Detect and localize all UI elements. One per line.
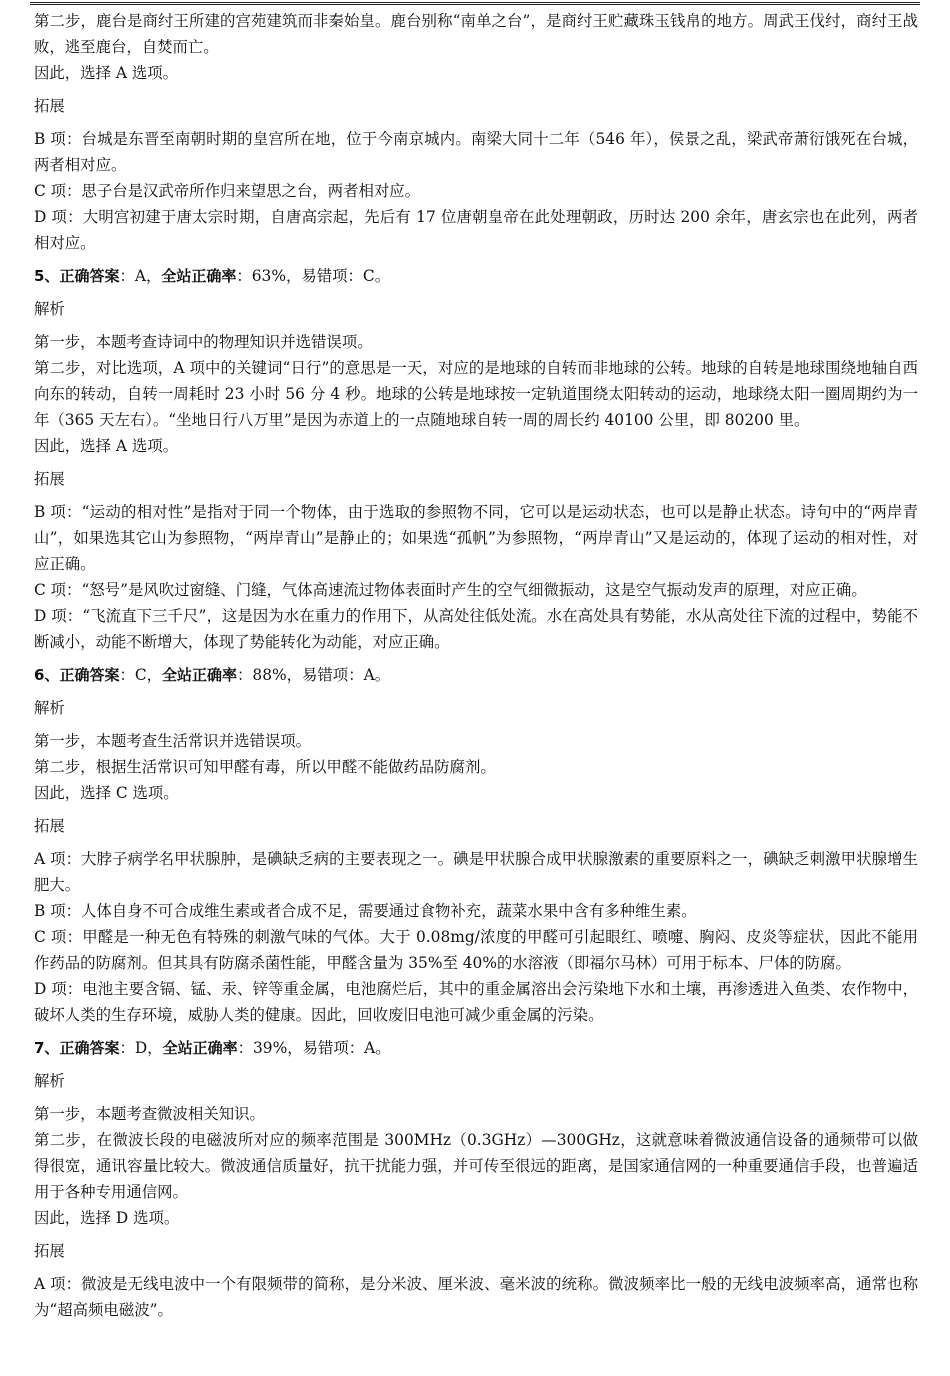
prev-step2: 第二步，鹿台是商纣王所建的宫苑建筑而非秦始皇。鹿台别称“南单之台”，是商纣王贮藏珠玉钱帛的地方。周武王伐纣，商纣王战败，逃至鹿台，自焚而亡。 xyxy=(34,12,918,56)
q6-expand-label: 拓展 xyxy=(34,817,65,835)
q7-analysis-label: 解析 xyxy=(34,1072,65,1090)
q5-number: 5、 xyxy=(34,267,60,285)
q6-number: 6、 xyxy=(34,666,60,684)
q6-answer: ：C， xyxy=(119,666,163,684)
q6-option-c: C 项：甲醛是一种无色有特殊的刺激气味的气体。大于 0.08mg/浓度的甲醛可引起眼红、喷嚏、胸闷、皮炎等症状，因此不能用作药品的防腐剂。但其具有防腐杀菌性能，甲醛含量为 35%至 40%的水溶液（即福尔马林）可用于标本、尸体的防腐。 xyxy=(34,928,918,972)
q7-answer: ：D， xyxy=(119,1039,163,1057)
prev-option-c: C 项：思子台是汉武帝所作归来望思之台，两者相对应。 xyxy=(34,182,421,200)
q6-rate-label: 全站正确率 xyxy=(162,666,238,684)
q7-step2: 第二步，在微波长段的电磁波所对应的频率范围是 300MHz（0.3GHz）—300GHz，这就意味着微波通信设备的通频带可以做得很宽，通讯容量比较大。微波通信质量好，抗干扰能力强，并可传至很远的距离，是国家通信网的一种重要通信手段，也普遍适用于各种专用通信网。 xyxy=(34,1131,918,1201)
q6-rate: ：88%，易错项：A。 xyxy=(237,666,391,684)
q7-number: 7、 xyxy=(34,1039,60,1057)
q5-option-b: B 项：“运动的相对性”是指对于同一个物体，由于选取的参照物不同，它可以是运动状态，也可以是静止状态。诗句中的“两岸青山”，如果选其它山为参照物，“两岸青山”是静止的；如果选“孤帆”为参照物，“两岸青山”又是运动的，体现了运动的相对性，对应正确。 xyxy=(34,503,918,573)
q6-option-b: B 项：人体自身不可合成维生素或者合成不足，需要通过食物补充，蔬菜水果中含有多种维生素。 xyxy=(34,902,697,920)
prev-expand-label: 拓展 xyxy=(34,97,65,115)
q6-answer-heading xyxy=(34,662,918,688)
q5-option-c: C 项：“怒号”是风吹过窗缝、门缝，气体高速流过物体表面时产生的空气细微振动，这是空气振动发声的原理，对应正确。 xyxy=(34,581,867,599)
q7-option-a: A 项：微波是无线电波中一个有限频带的简称，是分米波、厘米波、毫米波的统称。微波频率比一般的无线电波频率高，通常也称为“超高频电磁波”。 xyxy=(34,1275,918,1319)
q5-answer-heading xyxy=(34,263,918,289)
document-page xyxy=(34,8,918,1323)
q5-answer-label: 正确答案 xyxy=(59,267,120,285)
q7-rate: ：39%，易错项：A。 xyxy=(237,1039,391,1057)
q6-answer-label: 正确答案 xyxy=(59,666,120,684)
q6-step1: 第一步，本题考查生活常识并选错误项。 xyxy=(34,732,312,750)
q6-option-a: A 项：大脖子病学名甲状腺肿，是碘缺乏病的主要表现之一。碘是甲状腺合成甲状腺激素的重要原料之一，碘缺乏刺激甲状腺增生肥大。 xyxy=(34,850,918,894)
q5-step1: 第一步，本题考查诗词中的物理知识并选错误项。 xyxy=(34,333,373,351)
q5-rate: ：63%，易错项：C。 xyxy=(236,267,391,285)
q5-expand-label: 拓展 xyxy=(34,470,65,488)
q6-analysis-label: 解析 xyxy=(34,699,65,717)
q6-step2: 第二步，根据生活常识可知甲醛有毒，所以甲醛不能做药品防腐剂。 xyxy=(34,758,496,776)
prev-conclusion: 因此，选择 A 选项。 xyxy=(34,64,179,82)
q5-analysis-label: 解析 xyxy=(34,300,65,318)
q7-rate-label: 全站正确率 xyxy=(162,1039,238,1057)
q6-conclusion: 因此，选择 C 选项。 xyxy=(34,784,179,802)
top-border-rule xyxy=(30,2,920,5)
q5-answer: ：A， xyxy=(119,267,162,285)
q5-step2: 第二步，对比选项，A 项中的关键词“日行”的意思是一天，对应的是地球的自转而非地球的公转。地球的自转是地球围绕地轴自西向东的转动，自转一周耗时 23 小时 56 分 4 秒。地球的公转是地球按一定轨道围绕太阳转动的运动，地球绕太阳一圈周期约为一年（365 天左右）。“坐地日行八万里”是因为赤道上的一点随地球自转一周的周长约 40100 公里，即 80200 里。 xyxy=(34,359,918,429)
q7-answer-heading xyxy=(34,1035,918,1061)
q7-conclusion: 因此，选择 D 选项。 xyxy=(34,1209,180,1227)
q7-step1: 第一步，本题考查微波相关知识。 xyxy=(34,1105,265,1123)
q5-option-d: D 项：“飞流直下三千尺”，这是因为水在重力的作用下，从高处往低处流。水在高处具有势能，水从高处往下流的过程中，势能不断减小，动能不断增大，体现了势能转化为动能，对应正确。 xyxy=(34,607,918,651)
q6-option-d: D 项：电池主要含镉、锰、汞、锌等重金属，电池腐烂后，其中的重金属溶出会污染地下水和土壤，再渗透进入鱼类、农作物中，破坏人类的生存环境，威胁人类的健康。因此，回收废旧电池可减少重金属的污染。 xyxy=(34,980,918,1024)
prev-option-d: D 项：大明宫初建于唐太宗时期，自唐高宗起，先后有 17 位唐朝皇帝在此处理朝政，历时达 200 余年，唐玄宗也在此列，两者相对应。 xyxy=(34,208,918,252)
q7-answer-label: 正确答案 xyxy=(59,1039,120,1057)
q7-expand-label: 拓展 xyxy=(34,1242,65,1260)
q5-rate-label: 全站正确率 xyxy=(161,267,237,285)
prev-option-b: B 项：台城是东晋至南朝时期的皇宫所在地，位于今南京城内。南梁大同十二年（546 年），侯景之乱，梁武帝萧衍饿死在台城，两者相对应。 xyxy=(34,130,918,174)
q5-conclusion: 因此，选择 A 选项。 xyxy=(34,437,179,455)
